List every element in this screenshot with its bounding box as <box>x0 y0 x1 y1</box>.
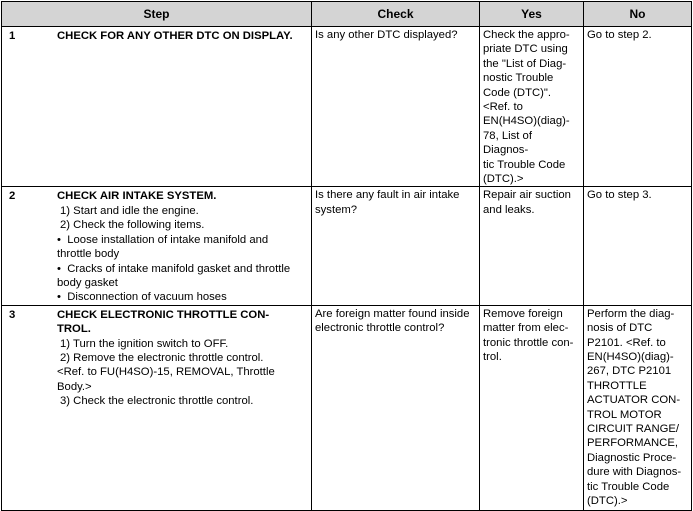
step-cell <box>2 305 312 510</box>
yes-line: trol. <box>483 350 502 363</box>
yes-line: tronic throttle con- <box>483 336 574 349</box>
yes-line: (DTC).> <box>483 173 524 186</box>
step-reference-continued: Body.> <box>57 380 92 393</box>
no-line: TROL MOTOR <box>587 408 662 421</box>
yes-line: 78, List of Diagnos- <box>483 129 532 157</box>
no-line: THROTTLE <box>587 379 647 392</box>
no-line: Diagnostic Proce- <box>587 451 677 464</box>
header-step: Step <box>2 2 312 27</box>
no-line: CIRCUIT RANGE/ <box>587 422 680 435</box>
no-line: EN(H4SO)(diag)- <box>587 350 674 363</box>
step-instruction: 2) Remove the electronic throttle control. <box>60 351 264 364</box>
check-line: Is any other DTC displayed? <box>315 29 458 41</box>
yes-line: matter from elec- <box>483 322 569 335</box>
yes-line: priate DTC using <box>483 43 568 56</box>
step-bullet: • Cracks of intake manifold gasket and throttle <box>57 262 305 276</box>
yes-line: EN(H4SO)(diag)- <box>483 115 570 128</box>
step-cell <box>2 187 312 305</box>
no-line: PERFORMANCE, <box>587 437 679 450</box>
no-line: tic Trouble Code <box>587 480 670 493</box>
step-bullet-continued: body gasket <box>57 276 118 289</box>
step-bullet: • Loose installation of intake manifold and <box>57 233 305 247</box>
no-line: P2101. <Ref. to <box>587 336 666 349</box>
step-bullet: • Disconnection of vacuum hoses <box>57 290 305 304</box>
yes-line: Code (DTC)". <box>483 86 552 99</box>
step-bullet-continued: throttle body <box>57 248 120 261</box>
step-title: CHECK FOR ANY OTHER DTC ON DISPLAY. <box>57 30 293 42</box>
header-yes: Yes <box>480 2 584 27</box>
header-check: Check <box>312 2 480 27</box>
no-cell <box>584 27 692 187</box>
no-line: Go to step 2. <box>587 29 652 41</box>
step-title: CHECK ELECTRONIC THROTTLE CON- <box>57 308 270 321</box>
no-cell <box>584 305 692 510</box>
check-line: Are foreign matter found inside <box>315 307 470 320</box>
yes-cell <box>480 187 584 305</box>
step-number: 3 <box>9 308 16 321</box>
table-row <box>2 305 692 510</box>
no-line: nosis of DTC <box>587 322 653 335</box>
check-cell <box>312 187 480 305</box>
no-line: dure with Diagnos- <box>587 466 682 479</box>
no-line: Go to step 3. <box>587 189 652 202</box>
yes-cell <box>480 305 584 510</box>
yes-line: tic Trouble Code <box>483 158 566 171</box>
yes-cell <box>480 27 584 187</box>
yes-line: and leaks. <box>483 203 535 216</box>
no-line: Perform the diag- <box>587 307 675 320</box>
check-line: Is there any fault in air intake <box>315 189 460 202</box>
table-row <box>2 27 692 187</box>
step-title: CHECK AIR INTAKE SYSTEM. <box>57 190 217 203</box>
yes-line: Repair air suction <box>483 189 571 202</box>
step-title-continued: TROL. <box>57 323 91 336</box>
header-row <box>2 2 692 27</box>
yes-line: Check the appro- <box>483 29 570 41</box>
diagnostic-table <box>1 1 692 511</box>
yes-line: nostic Trouble <box>483 72 554 85</box>
step-instruction: 1) Turn the ignition switch to OFF. <box>60 337 229 350</box>
table-row <box>2 187 692 305</box>
step-instruction: 2) Check the following items. <box>60 219 205 232</box>
no-line: (DTC).> <box>587 495 628 507</box>
yes-line: Remove foreign <box>483 307 563 320</box>
header-no: No <box>584 2 692 27</box>
check-line: electronic throttle control? <box>315 322 445 335</box>
step-instruction: 1) Start and idle the engine. <box>60 204 199 217</box>
no-line: ACTUATOR CON- <box>587 394 681 407</box>
yes-line: <Ref. to <box>483 101 523 114</box>
no-line: 267, DTC P2101 <box>587 365 672 378</box>
check-cell <box>312 305 480 510</box>
check-cell <box>312 27 480 187</box>
yes-line: the "List of Diag- <box>483 57 567 70</box>
step-number: 2 <box>9 190 16 203</box>
check-line: system? <box>315 203 358 216</box>
step-reference: <Ref. to FU(H4SO)-15, REMOVAL, Throttle <box>57 366 275 379</box>
step-number: 1 <box>9 30 16 42</box>
no-cell <box>584 187 692 305</box>
step-instruction: 3) Check the electronic throttle control. <box>60 395 254 408</box>
step-cell <box>2 27 312 187</box>
